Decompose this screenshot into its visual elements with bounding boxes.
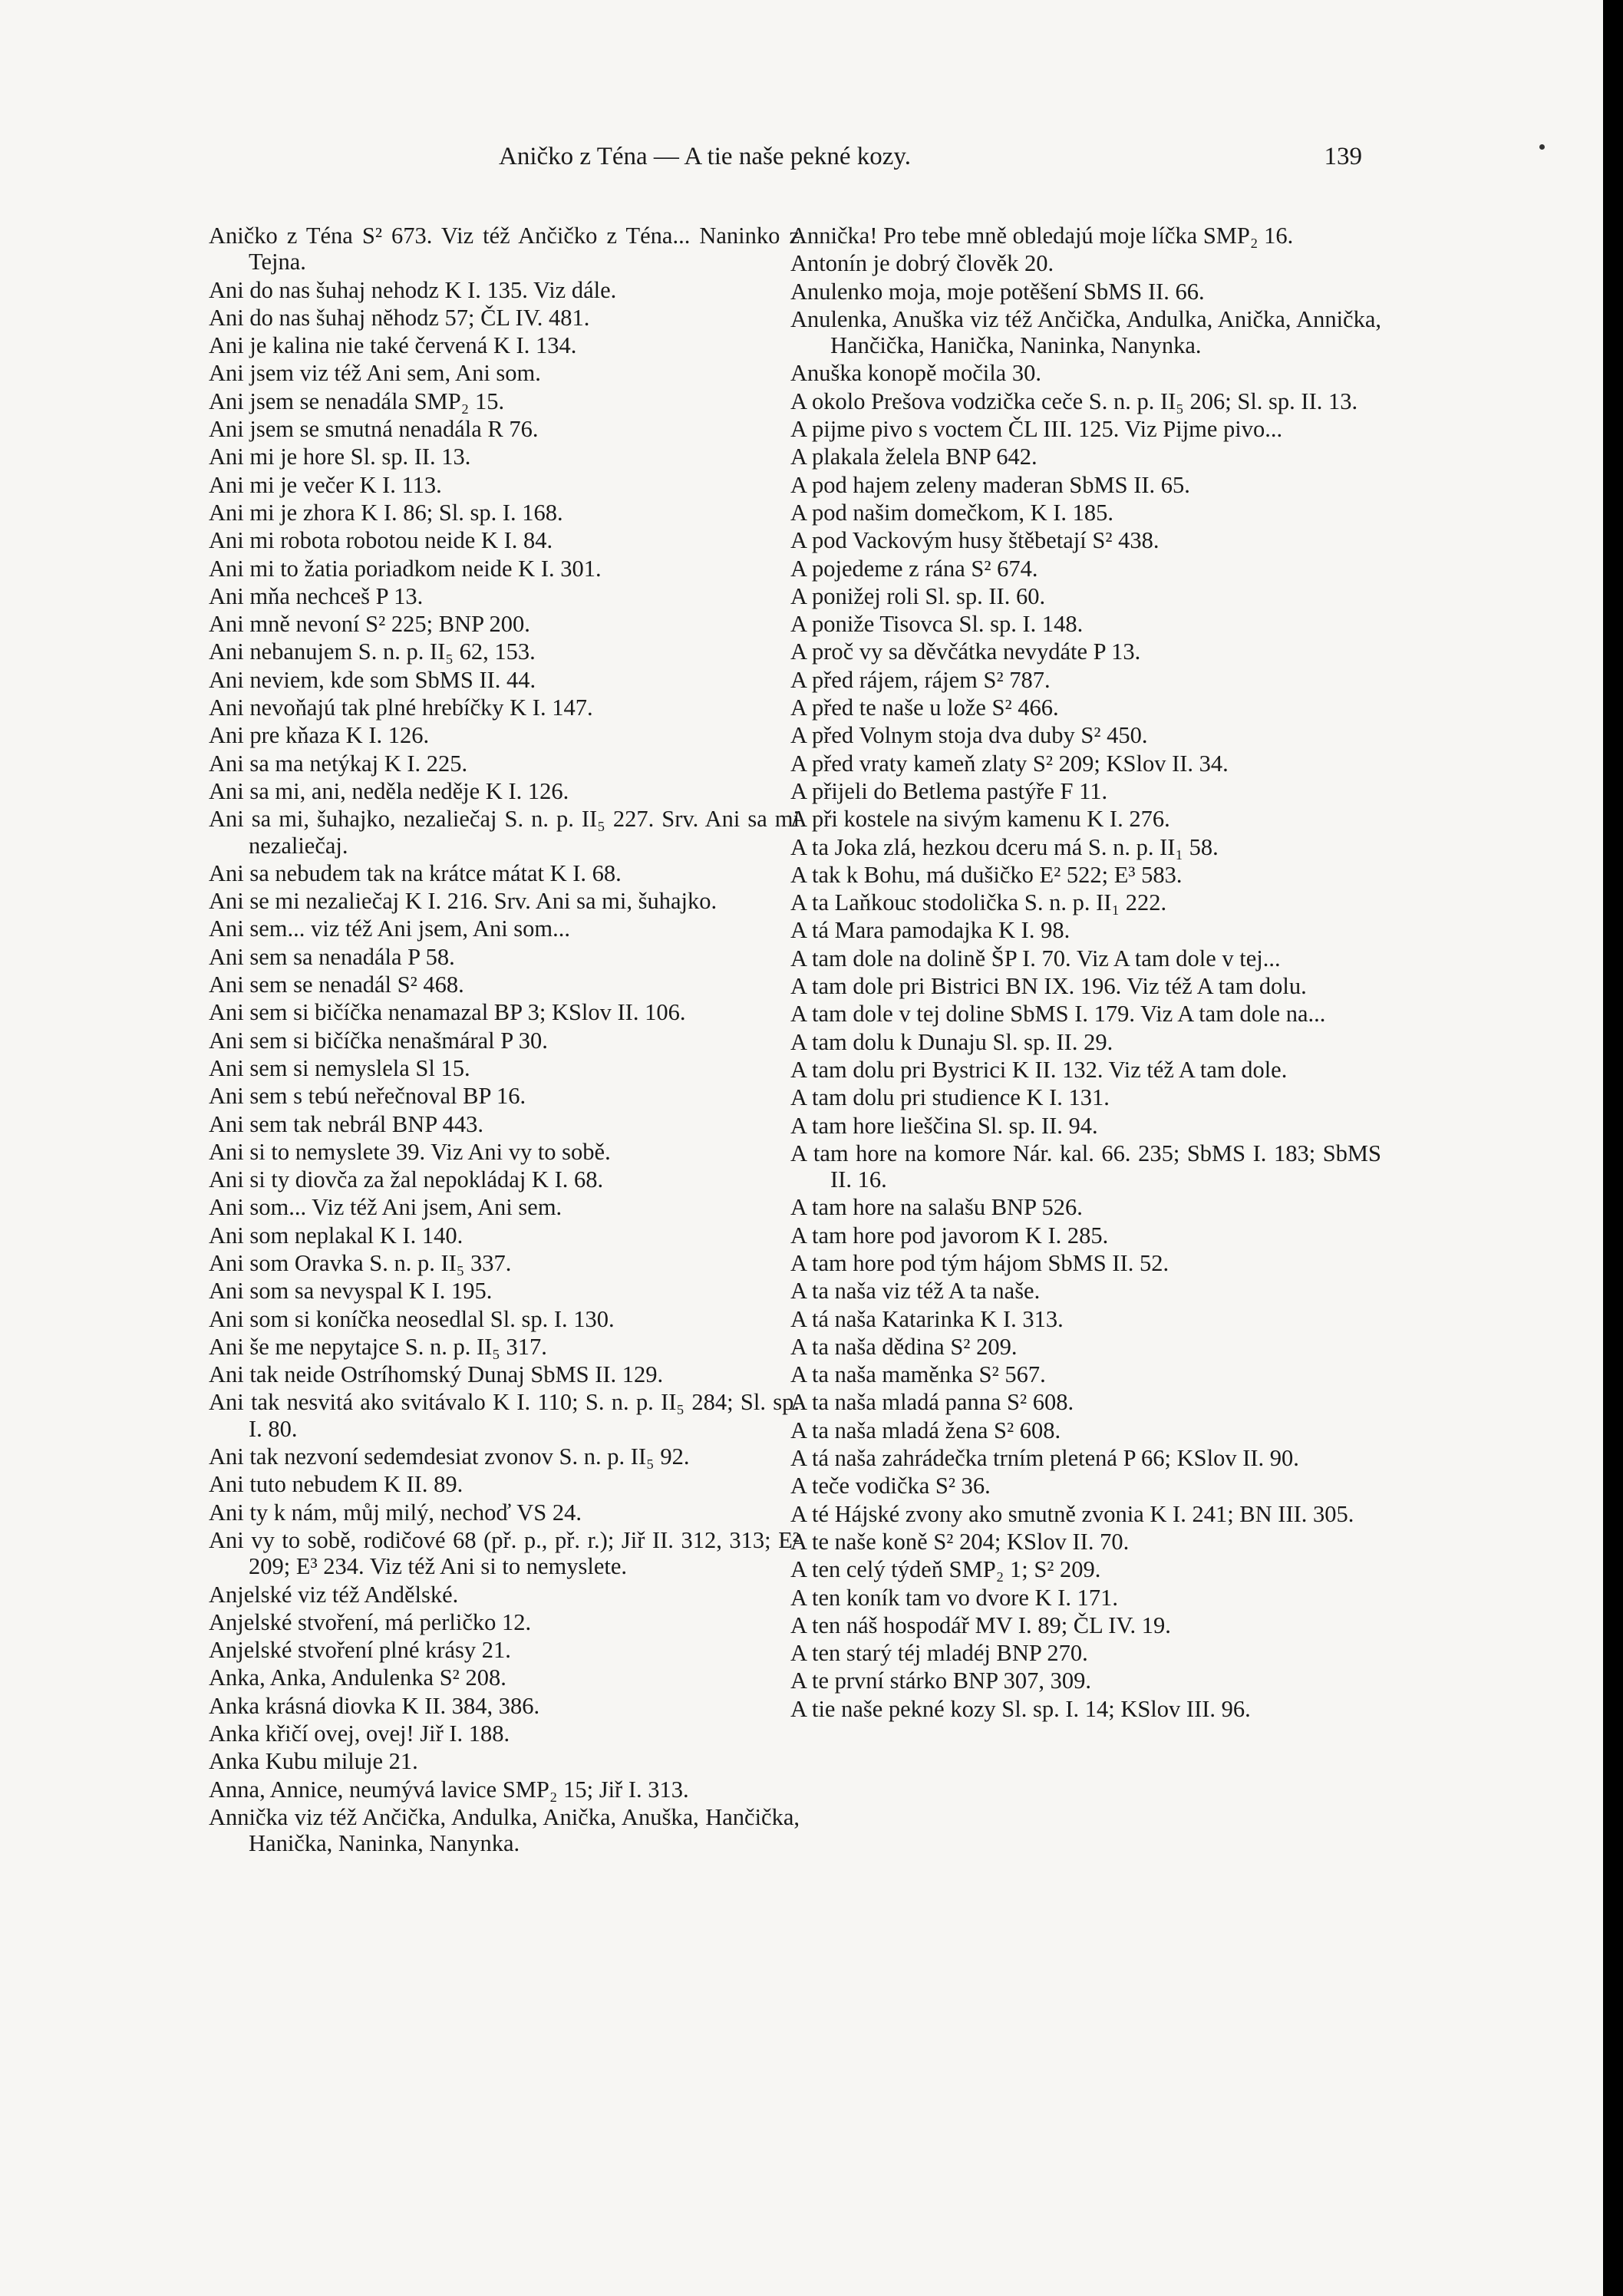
index-entry: Ani jsem se nenadála SMP₂ 15. [209,388,505,414]
index-entry: Ani se mi nezaliečaj K I. 216. Srv. Ani sa mi, šuhajko. [209,888,717,915]
index-entry: Ani mi robota robotou neide K I. 84. [209,527,553,554]
index-entry: Anjelské viz též Andělské. [209,1581,459,1608]
index-entry: A tam dole v tej doline SbMS I. 179. Viz A tam dole na... [790,1001,1326,1028]
index-entry: Ani vy to sobě, rodičové 68 (př. p., př. r.); Jiř II. 312, 313; E² 209; E³ 234. Viz též Ani si to nemyslete. [209,1526,800,1580]
index-entry: Ani sa ma netýkaj K I. 225. [209,750,468,777]
index-entry: A tie naše pekné kozy Sl. sp. I. 14; KSlov III. 96. [790,1695,1251,1722]
index-entry: Ani jsem se smutná nenadála R 76. [209,416,539,443]
index-entry: A přijeli do Betlema pastýře F 11. [790,777,1108,804]
index-entry: A pijme pivo s voctem ČL III. 125. Viz Pijme pivo... [790,416,1283,443]
index-entry: Anuška konopě močila 30. [790,360,1041,387]
index-entry: A ten koník tam vo dvore K I. 171. [790,1584,1118,1611]
index-entry: Ani nevoňajú tak plné hrebíčky K I. 147. [209,694,593,721]
index-entry: Ani še me nepytajce S. n. p. II₅ 317. [209,1333,547,1360]
index-entry: Ani mi je hore Sl. sp. II. 13. [209,444,471,470]
index-column-right [790,223,1381,1724]
index-entry: Ani mi je večer K I. 113. [209,471,442,498]
index-entry: Ani ty k nám, můj milý, nechoď VS 24. [209,1499,582,1526]
index-entry: A tam dole na dolině ŠP I. 70. Viz A tam dole v tej... [790,945,1281,972]
index-entry: A tá naša Katarinka K I. 313. [790,1305,1064,1332]
index-entry: A ta naša mladá panna S² 608. [790,1389,1074,1416]
index-entry: A pod Vackovým husy štěbetají S² 438. [790,527,1160,554]
index-entry: A tá Mara pamodajka K I. 98. [790,917,1070,944]
index-entry: A ta Laňkouc stodolička S. n. p. II₁ 222. [790,889,1167,916]
index-entry: A tam hore lieščina Sl. sp. II. 94. [790,1112,1098,1139]
scan-speck [1539,144,1545,150]
index-entry: A tam dolu pri Bystrici K II. 132. Viz též A tam dole. [790,1056,1288,1083]
index-entry: Anka Kubu miluje 21. [209,1748,418,1775]
page-number: 139 [1324,143,1362,170]
index-entry: A ta naša mladá žena S² 608. [790,1417,1061,1443]
index-entry: Ani mi to žatia poriadkom neide K I. 301. [209,555,602,582]
index-entry: A před te naše u lože S² 466. [790,694,1059,721]
index-entry: Aničko z Téna S² 673. Viz též Ančičko z Téna... Naninko z Tejna. [209,223,800,275]
index-entry: Ani sa nebudem tak na krátce mátat K I. 68. [209,859,622,886]
index-entry: Ani jsem viz též Ani sem, Ani som. [209,360,541,387]
index-entry: Ani som si koníčka neosedlal Sl. sp. I. 130. [209,1305,615,1332]
index-entry: A plakala želela BNP 642. [790,444,1037,470]
index-entry: A před rájem, rájem S² 787. [790,666,1051,693]
index-entry: Ani sem... viz též Ani jsem, Ani som... [209,915,571,942]
index-entry: Ani tak nezvoní sedemdesiat zvonov S. n. p. II₅ 92. [209,1443,690,1470]
index-entry: Ani sem si bičíčka nenašmáral P 30. [209,1027,548,1054]
index-entry: Ani som Oravka S. n. p. II₅ 337. [209,1249,512,1276]
index-entry: Ani si to nemyslete 39. Viz Ani vy to sobě. [209,1138,611,1165]
running-title: Aničko z Téna — A tie naše pekné kozy. [499,143,912,170]
index-entry: A tam dolu k Dunaju Sl. sp. II. 29. [790,1028,1113,1055]
index-entry: A tam hore pod tým hájom SbMS II. 52. [790,1249,1169,1276]
index-entry: A tam dole pri Bistrici BN IX. 196. Viz též A tam dolu. [790,973,1307,1000]
index-entry: Ani som neplakal K I. 140. [209,1222,463,1249]
index-entry: A tam hore pod javorom K I. 285. [790,1222,1109,1249]
index-entry: A poniže Tisovca Sl. sp. I. 148. [790,611,1084,638]
index-entry: Ani mně nevoní S² 225; BNP 200. [209,611,530,638]
index-entry: A tam hore na komore Nár. kal. 66. 235; SbMS I. 183; SbMS II. 16. [790,1140,1381,1193]
index-entry: Ani tak neide Ostríhomský Dunaj SbMS II. 129. [209,1361,664,1388]
index-entry: A té Hájské zvony ako smutně zvonia K I. 241; BN III. 305. [790,1500,1354,1527]
index-entry: Ani sem si nemyslela Sl 15. [209,1054,470,1081]
index-entry: A před Volnym stoja dva duby S² 450. [790,722,1148,749]
index-entry: Ani sem se nenadál S² 468. [209,972,464,998]
index-entry: Anka krásná diovka K II. 384, 386. [209,1692,540,1719]
index-entry: A ta naša viz též A ta naše. [790,1278,1041,1305]
index-entry: Ani sem s tebú neřečnoval BP 16. [209,1083,526,1110]
index-entry: Anjelské stvoření plné krásy 21. [209,1637,511,1664]
index-entry: A te naše koně S² 204; KSlov II. 70. [790,1528,1130,1555]
index-entry: Ani som... Viz též Ani jsem, Ani sem. [209,1194,562,1221]
index-entry: Annička! Pro tebe mně obledajú moje líčka SMP₂ 16. [790,223,1294,249]
index-entry: A ten celý týdeň SMP₂ 1; S² 209. [790,1556,1101,1583]
index-entry: A ponižej roli Sl. sp. II. 60. [790,582,1046,609]
index-entry: Ani sem tak nebrál BNP 443. [209,1110,484,1137]
index-entry: Ani tak nesvitá ako svitávalo K I. 110; S. n. p. II₅ 284; Sl. sp. I. 80. [209,1389,800,1442]
index-entry: A pojedeme z rána S² 674. [790,555,1038,582]
index-entry: Ani si ty diovča za žal nepokládaj K I. 68. [209,1166,604,1193]
index-entry: A tá naša zahrádečka trním pletená P 66; KSlov II. 90. [790,1445,1299,1472]
index-entry: Anna, Annice, neumývá lavice SMP₂ 15; Jiř I. 313. [209,1776,689,1803]
index-entry: Ani je kalina nie také červená K I. 134. [209,332,577,359]
index-entry: Annička viz též Ančička, Andulka, Anička, Anuška, Hančička, Hanička, Naninka, Nanynka. [209,1803,800,1857]
index-entry: Anulenko moja, moje potěšení SbMS II. 66. [790,278,1205,305]
index-entry: A te první stárko BNP 307, 309. [790,1668,1091,1694]
index-entry: A ten náš hospodář MV I. 89; ČL IV. 19. [790,1611,1171,1638]
index-entry: A při kostele na sivým kamenu K I. 276. [790,806,1170,833]
index-entry: A pod hajem zeleny maderan SbMS II. 65. [790,471,1190,498]
index-entry: Ani mňa nechceš P 13. [209,582,424,609]
index-entry: A tak k Bohu, má dušičko E² 522; E³ 583. [790,861,1183,888]
index-entry: Anka křičí ovej, ovej! Jiř I. 188. [209,1720,510,1747]
index-entry: Anulenka, Anuška viz též Ančička, Andulka, Anička, Annička, Hančička, Hanička, Naninka, Nanynka. [790,305,1381,359]
index-column-left [209,223,800,1859]
index-entry: Ani sem sa nenadála P 58. [209,943,455,970]
index-entry: Ani sem si bičíčka nenamazal BP 3; KSlov II. 106. [209,999,686,1026]
index-entry: A ta naša dědina S² 209. [790,1333,1018,1360]
index-entry: Ani pre kňaza K I. 126. [209,722,430,749]
index-entry: Ani neviem, kde som SbMS II. 44. [209,666,536,693]
index-entry: A tam dolu pri studience K I. 131. [790,1084,1110,1111]
index-entry: Antonín je dobrý člověk 20. [790,250,1054,277]
index-entry: Ani sa mi, šuhajko, nezaliečaj S. n. p. II₅ 227. Srv. Ani sa mi nezaliečaj. [209,806,800,859]
index-entry: A před vraty kameň zlaty S² 209; KSlov II. 34. [790,750,1229,777]
index-entry: Ani mi je zhora K I. 86; Sl. sp. I. 168. [209,499,563,526]
index-entry: Ani do nas šuhaj nehodz K I. 135. Viz dále. [209,276,617,303]
index-entry: Anjelské stvoření, má perličko 12. [209,1608,532,1635]
index-entry: A ten starý téj mladéj BNP 270. [790,1640,1088,1667]
index-entry: Ani nebanujem S. n. p. II₅ 62, 153. [209,638,536,665]
index-entry: A okolo Prešova vodzička ceče S. n. p. II₅ 206; Sl. sp. II. 13. [790,388,1358,414]
index-entry: Ani sa mi, ani, neděla neděje K I. 126. [209,777,569,804]
index-entry: Ani som sa nevyspal K I. 195. [209,1278,493,1305]
index-entry: A pod našim domečkom, K I. 185. [790,499,1114,526]
index-entry: A proč vy sa děvčátka nevydáte P 13. [790,638,1141,665]
index-entry: A teče vodička S² 36. [790,1473,991,1499]
index-entry: A tam hore na salašu BNP 526. [790,1194,1083,1221]
index-entry: A ta naša maměnka S² 567. [790,1361,1046,1388]
index-entry: Anka, Anka, Andulenka S² 208. [209,1664,506,1691]
index-entry: Ani tuto nebudem K II. 89. [209,1471,463,1498]
index-entry: Ani do nas šuhaj nĕhodz 57; ČL IV. 481. [209,304,590,331]
index-entry: A ta Joka zlá, hezkou dceru má S. n. p. II₁ 58. [790,833,1219,860]
